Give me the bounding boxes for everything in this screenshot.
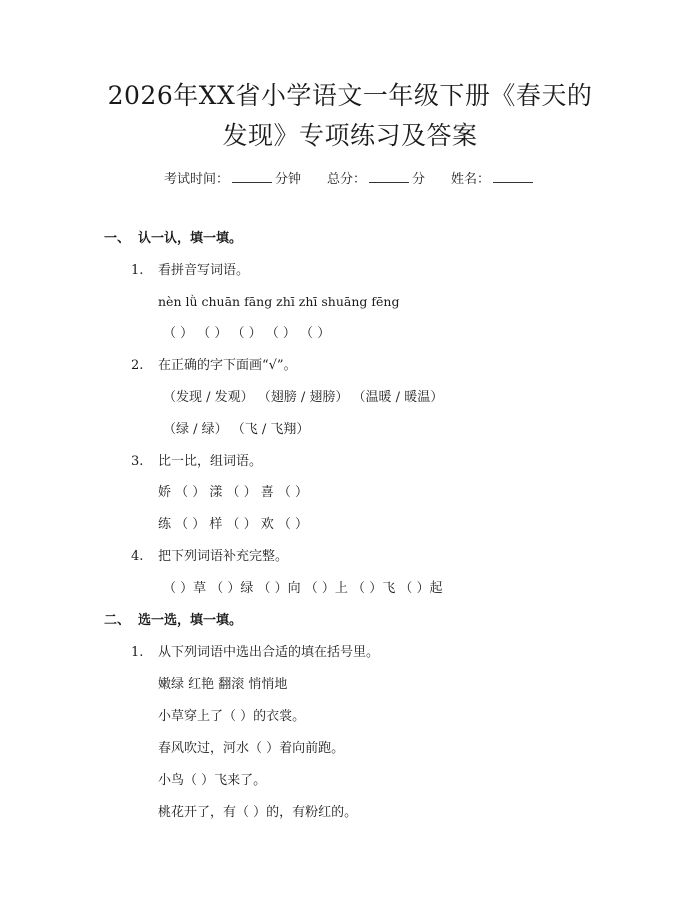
score-label: 总分： (326, 172, 366, 187)
question-text: 比一比，组词语。 (158, 454, 263, 469)
sentence-4: 桃花开了，有（ ）的，有粉红的。 (158, 805, 358, 820)
question-text: 看拼音写词语。 (158, 263, 250, 278)
word-compare-row-1: 娇 （ ） 漾 （ ） 喜 （ ） (158, 485, 309, 500)
question-text: 从下列词语中选出合适的填在括号里。 (158, 645, 380, 660)
document-title-line-2: 发现》专项练习及答案 (222, 121, 478, 150)
section-1-heading (104, 230, 242, 248)
score-unit: 分 (412, 172, 426, 187)
question-text: 把下列词语补充完整。 (158, 549, 289, 564)
question-1-2 (131, 357, 297, 375)
choice-row-2: （绿 / 绿） （飞 / 飞翔） (163, 422, 310, 437)
question-number: 2. (131, 358, 144, 373)
sentence-1: 小草穿上了（ ）的衣裳。 (158, 709, 306, 724)
exam-meta (0, 170, 700, 189)
name-blank[interactable] (493, 170, 533, 183)
section-1-number: 一、 (104, 231, 131, 246)
question-2-1 (131, 644, 379, 662)
pinyin-row: nèn lǜ chuān fāng zhī zhī shuāng fēng (158, 294, 400, 309)
section-1-title: 认一认，填一填。 (138, 231, 243, 246)
name-label: 姓名： (451, 172, 491, 187)
answer-blanks-row: （ ） （ ） （ ） （ ） （ ） (163, 326, 331, 341)
sentence-3: 小鸟（ ）飞来了。 (158, 773, 267, 788)
question-1-3 (131, 453, 262, 471)
word-bank: 嫩绿 红艳 翻滚 悄悄地 (158, 677, 288, 692)
time-blank[interactable] (232, 170, 272, 183)
choice-row-1: （发现 / 发观） （翅膀 / 翅膀） （温暖 / 暖温） (163, 390, 444, 405)
sentence-2: 春风吹过，河水（ ）着向前跑。 (158, 741, 345, 756)
section-2-number: 二、 (104, 613, 131, 628)
score-blank[interactable] (369, 170, 409, 183)
question-1-4 (131, 548, 288, 566)
question-number: 3. (131, 454, 144, 469)
question-1-1 (131, 262, 249, 280)
question-number: 1. (131, 645, 144, 660)
question-number: 1. (131, 263, 144, 278)
section-2-heading (104, 612, 242, 630)
question-number: 4. (131, 549, 144, 564)
complete-words-row: （ ）草 （ ）绿 （ ）向 （ ）上 （ ）飞 （ ）起 (163, 581, 443, 596)
word-compare-row-2: 练 （ ） 样 （ ） 欢 （ ） (158, 517, 309, 532)
question-text: 在正确的字下面画“√”。 (158, 358, 297, 373)
document-title-line-1: 2026年XX省小学语文一年级下册《春天的 (107, 81, 593, 110)
time-unit: 分钟 (274, 172, 301, 187)
section-2-title: 选一选，填一填。 (138, 613, 243, 628)
time-label: 考试时间： (163, 172, 229, 187)
